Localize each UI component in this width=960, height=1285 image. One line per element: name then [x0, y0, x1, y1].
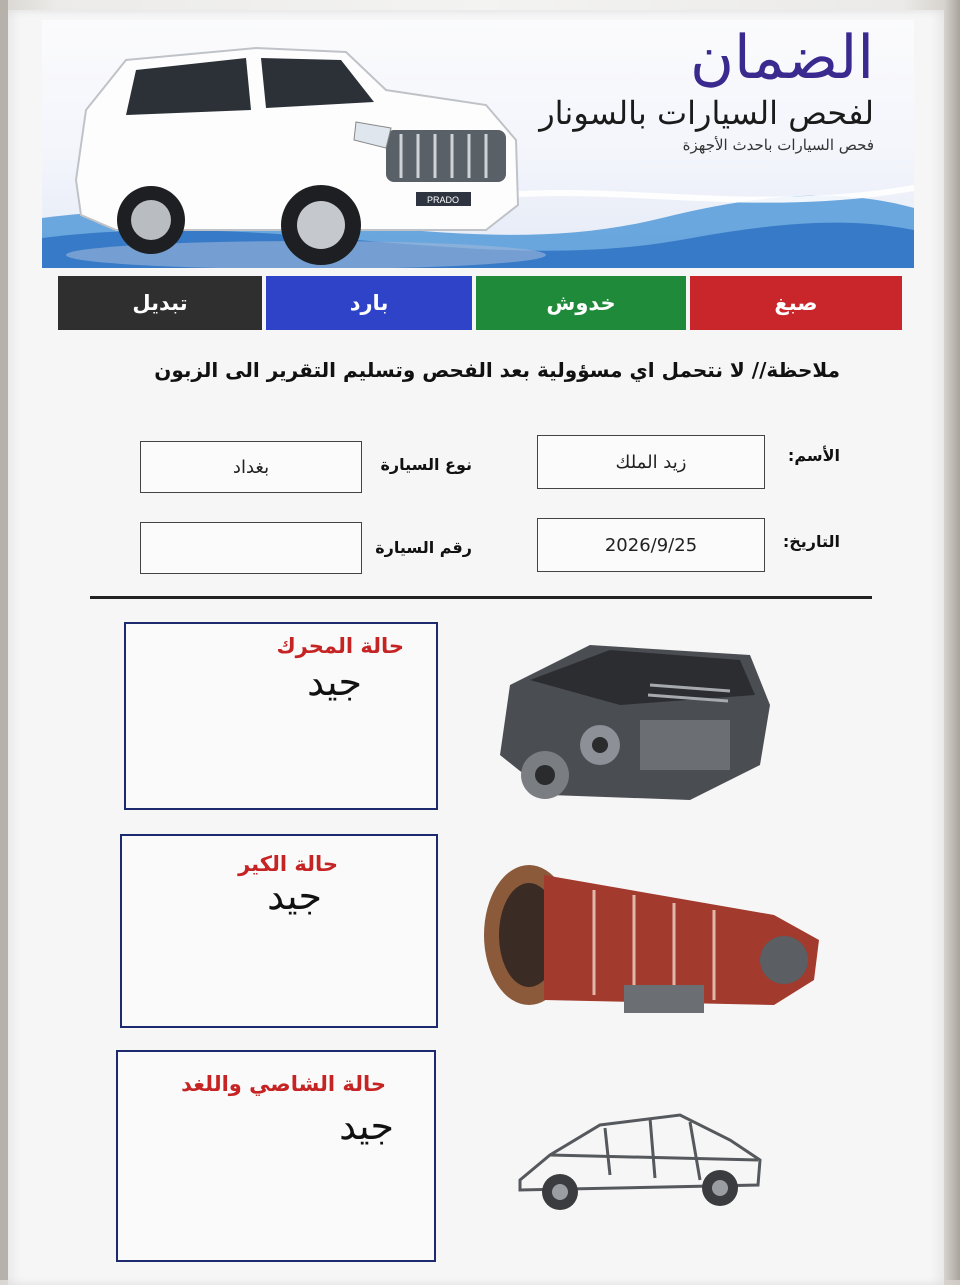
legend-cold: بارد	[266, 276, 472, 330]
date-label: التاريخ:	[782, 532, 840, 551]
legend-replaced: تبديل	[58, 276, 262, 330]
binder-edge-left	[0, 0, 8, 1280]
car-number-label: رقم السيارة	[375, 538, 472, 557]
car-type-field: بغداد	[140, 441, 362, 493]
car-type-label: نوع السيارة	[380, 455, 472, 474]
gearbox-condition-box	[120, 834, 438, 1028]
engine-condition-value: جيد	[307, 660, 362, 704]
legend-scratches: خدوش	[476, 276, 686, 330]
gearbox-condition-title: حالة الكير	[238, 852, 338, 876]
gearbox-icon	[474, 855, 824, 1020]
header-banner	[42, 20, 914, 268]
gearbox-condition-value: جيد	[267, 874, 322, 918]
car-badge: PRADO	[426, 195, 460, 205]
engine-icon	[470, 625, 790, 810]
suv-car-image	[56, 30, 556, 268]
legend-paint: صبغ	[690, 276, 902, 330]
damage-legend	[56, 276, 902, 332]
disclaimer-note: ملاحظة// لا نتحمل اي مسؤولية بعد الفحص وتسليم التقرير الى الزبون	[154, 358, 840, 382]
chassis-condition-title: حالة الشاصي واللغد	[181, 1072, 386, 1096]
engine-condition-title: حالة المحرك	[276, 634, 404, 658]
car-number-field	[140, 522, 362, 574]
section-divider	[90, 596, 872, 599]
chassis-condition-value: جيد	[339, 1104, 394, 1148]
brand-subtitle: لفحص السيارات بالسونار	[539, 94, 874, 132]
brand-name: الضمان	[689, 23, 874, 93]
name-field: زيد الملك	[537, 435, 765, 489]
brand-tagline: فحص السيارات باحدث الأجهزة	[682, 136, 874, 154]
chassis-icon	[510, 1100, 770, 1220]
name-label: الأسم:	[787, 446, 840, 465]
date-field: 2026/9/25	[537, 518, 765, 572]
binder-edge-right	[944, 0, 960, 1280]
chassis-condition-box	[116, 1050, 436, 1262]
engine-condition-box	[124, 622, 438, 810]
brand-block	[539, 23, 874, 154]
